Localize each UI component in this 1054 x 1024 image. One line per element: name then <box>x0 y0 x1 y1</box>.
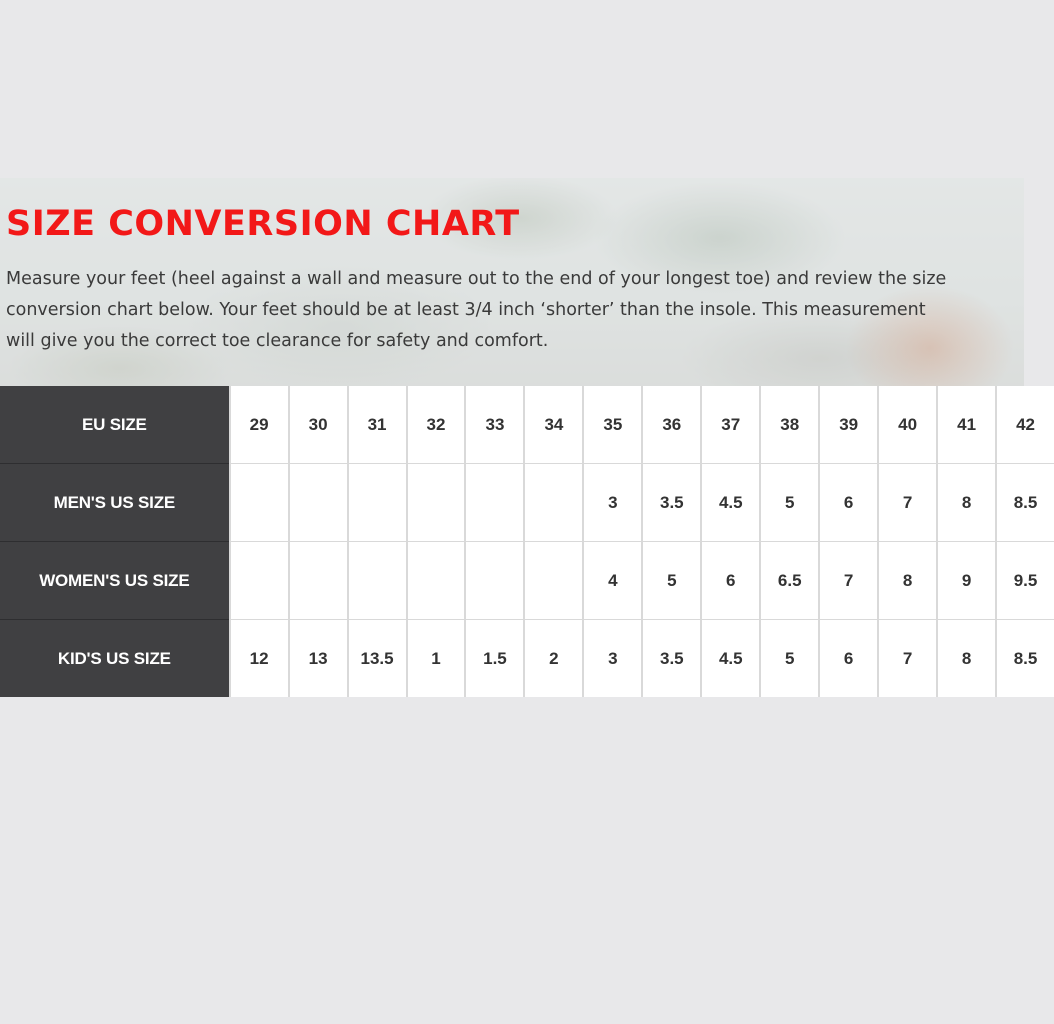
table-cell: 30 <box>289 386 348 464</box>
table-cell: 1.5 <box>465 620 524 698</box>
table-cell <box>465 542 524 620</box>
chart-description <box>6 264 1046 357</box>
table-cell: 6 <box>819 620 878 698</box>
table-cell: 7 <box>878 620 937 698</box>
table-cell: 8.5 <box>996 620 1054 698</box>
table-cell: 5 <box>642 542 701 620</box>
table-cell: 8 <box>878 542 937 620</box>
table-cell: 40 <box>878 386 937 464</box>
table-cell: 4 <box>583 542 642 620</box>
table-cell: 9.5 <box>996 542 1054 620</box>
table-cell <box>524 542 583 620</box>
table-cell: 2 <box>524 620 583 698</box>
table-cell: 3 <box>583 464 642 542</box>
size-conversion-table <box>0 386 1054 697</box>
table-cell: 39 <box>819 386 878 464</box>
description-line: will give you the correct toe clearance for safety and comfort. <box>6 331 549 351</box>
table-cell: 41 <box>937 386 996 464</box>
row-header: WOMEN'S US SIZE <box>0 542 230 620</box>
table-cell <box>348 542 407 620</box>
table-cell <box>348 464 407 542</box>
table-cell: 8.5 <box>996 464 1054 542</box>
table-cell: 3 <box>583 620 642 698</box>
table-cell: 13.5 <box>348 620 407 698</box>
table-cell <box>465 464 524 542</box>
table-cell: 9 <box>937 542 996 620</box>
row-header: MEN'S US SIZE <box>0 464 230 542</box>
header-banner <box>0 178 1024 386</box>
table-cell: 12 <box>230 620 289 698</box>
table-cell: 13 <box>289 620 348 698</box>
table-cell: 8 <box>937 464 996 542</box>
table-cell: 34 <box>524 386 583 464</box>
table-cell: 6 <box>819 464 878 542</box>
table-cell: 3.5 <box>642 464 701 542</box>
table-cell: 35 <box>583 386 642 464</box>
table-row <box>0 464 1054 542</box>
row-header: KID'S US SIZE <box>0 620 230 698</box>
chart-title: SIZE CONVERSION CHART <box>6 204 520 244</box>
table-cell: 4.5 <box>701 464 760 542</box>
description-line: conversion chart below. Your feet should be at least 3/4 inch ‘shorter’ than the insole. This measurement <box>6 300 926 320</box>
table-cell: 6 <box>701 542 760 620</box>
table-cell: 5 <box>760 464 819 542</box>
table-cell <box>230 542 289 620</box>
table-cell: 31 <box>348 386 407 464</box>
table-cell: 37 <box>701 386 760 464</box>
table-cell: 36 <box>642 386 701 464</box>
table-row <box>0 620 1054 698</box>
table-cell: 7 <box>819 542 878 620</box>
table-cell <box>407 542 466 620</box>
table-cell: 38 <box>760 386 819 464</box>
table-cell: 6.5 <box>760 542 819 620</box>
table-cell <box>524 464 583 542</box>
table-row <box>0 386 1054 464</box>
description-line: Measure your feet (heel against a wall and measure out to the end of your longest toe) and review the size <box>6 269 947 289</box>
table-row <box>0 542 1054 620</box>
table-cell: 5 <box>760 620 819 698</box>
table-cell: 32 <box>407 386 466 464</box>
table-cell: 7 <box>878 464 937 542</box>
table-cell <box>230 464 289 542</box>
table-cell: 3.5 <box>642 620 701 698</box>
table-body <box>0 386 1054 697</box>
row-header: EU SIZE <box>0 386 230 464</box>
table-cell: 29 <box>230 386 289 464</box>
table-cell: 42 <box>996 386 1054 464</box>
table-cell: 33 <box>465 386 524 464</box>
table-cell <box>289 542 348 620</box>
table-cell <box>407 464 466 542</box>
table-cell: 1 <box>407 620 466 698</box>
table-cell: 4.5 <box>701 620 760 698</box>
table-cell <box>289 464 348 542</box>
table-cell: 8 <box>937 620 996 698</box>
